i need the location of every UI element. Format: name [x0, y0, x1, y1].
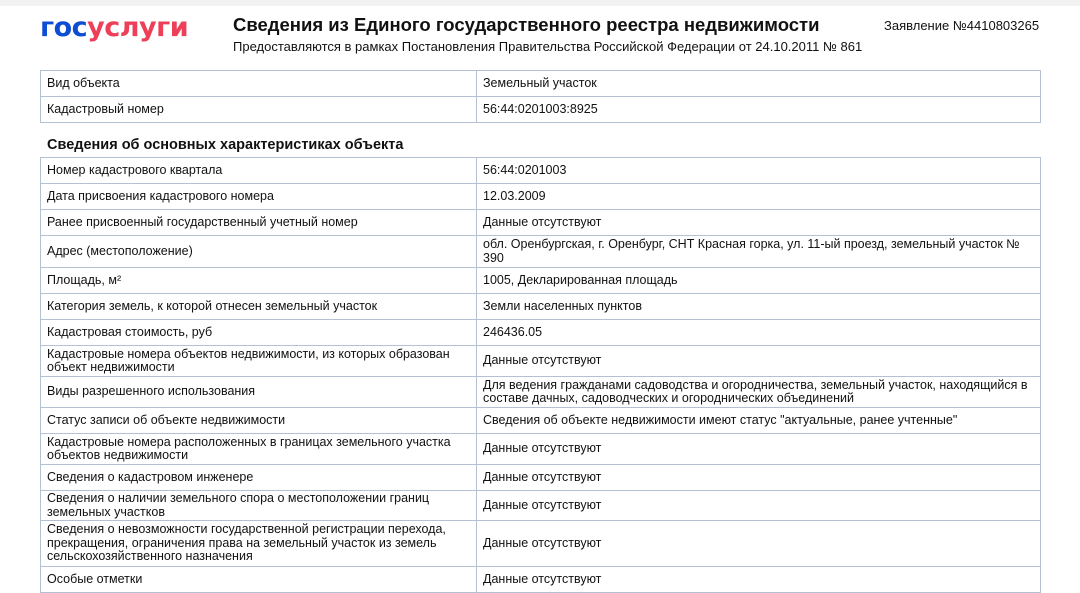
row-value: Данные отсутствуют — [477, 210, 1041, 236]
row-value: Данные отсутствуют — [477, 434, 1041, 465]
row-label: Категория земель, к которой отнесен земельный участок — [41, 294, 477, 320]
row-label: Кадастровый номер — [41, 97, 477, 123]
row-label: Номер кадастрового квартала — [41, 158, 477, 184]
row-value: Данные отсутствуют — [477, 521, 1041, 567]
row-label: Особые отметки — [41, 567, 477, 593]
table-row — [41, 320, 1041, 346]
table-row — [41, 294, 1041, 320]
row-label: Виды разрешенного использования — [41, 377, 477, 408]
table-row — [41, 97, 1041, 123]
row-label: Вид объекта — [41, 71, 477, 97]
row-value: 1005, Декларированная площадь — [477, 268, 1041, 294]
table-row — [41, 567, 1041, 593]
row-value: 12.03.2009 — [477, 184, 1041, 210]
row-label: Кадастровая стоимость, руб — [41, 320, 477, 346]
table-row — [41, 491, 1041, 521]
row-value: обл. Оренбургская, г. Оренбург, СНТ Красная горка, ул. 11-ый проезд, земельный участок № 390 — [477, 236, 1041, 268]
logo-part-uslugi: услуги — [87, 12, 189, 43]
document-header — [0, 0, 1080, 60]
row-label: Статус записи об объекте недвижимости — [41, 408, 477, 434]
document-subtitle: Предоставляются в рамках Постановления Правительства Российской Федерации от 24.10.2011 № 861 — [233, 39, 863, 54]
characteristics-table — [40, 157, 1041, 593]
row-label: Сведения о кадастровом инженере — [41, 465, 477, 491]
table-row — [41, 236, 1041, 268]
object-table — [40, 70, 1041, 123]
table-row — [41, 521, 1041, 567]
table-row — [41, 71, 1041, 97]
row-value: Данные отсутствуют — [477, 465, 1041, 491]
row-value: Земли населенных пунктов — [477, 294, 1041, 320]
row-value: Сведения об объекте недвижимости имеют статус "актуальные, ранее учтенные" — [477, 408, 1041, 434]
row-label: Ранее присвоенный государственный учетный номер — [41, 210, 477, 236]
application-number: Заявление №4410803265 — [884, 18, 1040, 33]
table-row — [41, 465, 1041, 491]
row-label: Адрес (местоположение) — [41, 236, 477, 268]
table-row — [41, 268, 1041, 294]
table-row — [41, 408, 1041, 434]
row-label: Кадастровые номера объектов недвижимости, из которых образован объект недвижимости — [41, 346, 477, 377]
row-label: Сведения о невозможности государственной регистрации перехода, прекращения, ограничения права на земельный участок из земель сельскохозяйственного назначения — [41, 521, 477, 567]
table-row — [41, 210, 1041, 236]
table-row — [41, 346, 1041, 377]
row-value: Данные отсутствуют — [477, 491, 1041, 521]
table-row — [41, 377, 1041, 408]
row-label: Сведения о наличии земельного спора о местоположении границ земельных участков — [41, 491, 477, 521]
gosuslugi-logo[interactable] — [40, 10, 188, 46]
row-value: 56:44:0201003 — [477, 158, 1041, 184]
row-value: 246436.05 — [477, 320, 1041, 346]
section-title: Сведения об основных характеристиках объекта — [47, 137, 404, 153]
row-value: Для ведения гражданами садоводства и огородничества, земельный участок, находящийся в составе дачных, садоводческих и огороднических объединений — [477, 377, 1041, 408]
row-label: Кадастровые номера расположенных в границах земельного участка объектов недвижимости — [41, 434, 477, 465]
row-value: Данные отсутствуют — [477, 346, 1041, 377]
row-value: 56:44:0201003:8925 — [477, 97, 1041, 123]
document-title: Сведения из Единого государственного реестра недвижимости — [233, 14, 820, 35]
logo-part-gos: гос — [40, 12, 88, 43]
row-value: Данные отсутствуют — [477, 567, 1041, 593]
row-label: Дата присвоения кадастрового номера — [41, 184, 477, 210]
row-value: Земельный участок — [477, 71, 1041, 97]
row-label: Площадь, м² — [41, 268, 477, 294]
table-row — [41, 184, 1041, 210]
table-row — [41, 158, 1041, 184]
table-row — [41, 434, 1041, 465]
